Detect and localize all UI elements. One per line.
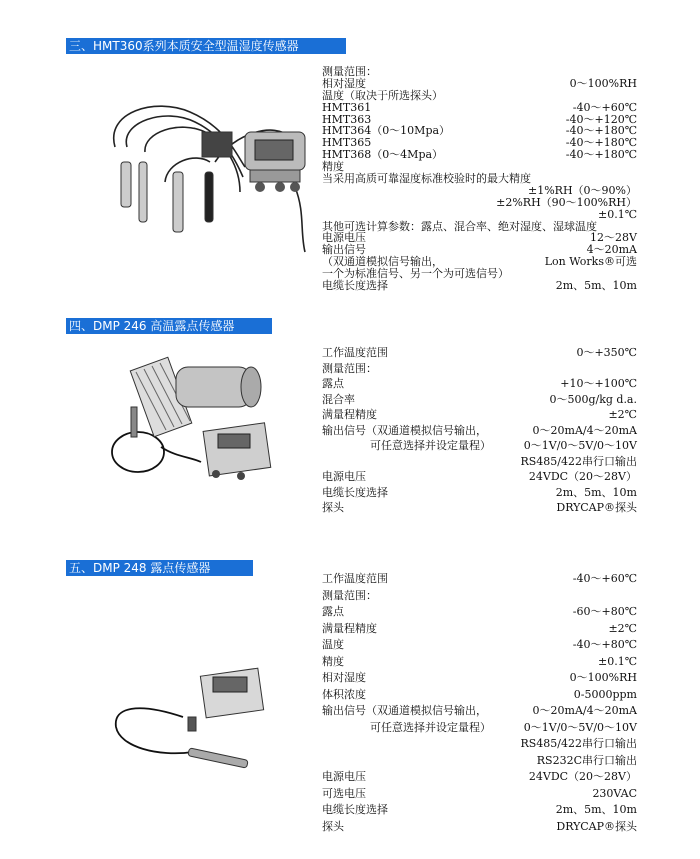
spec-label: 可选电压 (322, 786, 366, 800)
spec-label: 探头 (322, 819, 344, 833)
spec-label: 电源电压 (322, 770, 366, 783)
spec-row (322, 670, 637, 687)
spec-label: 可任意选择并设定量程） (370, 439, 491, 452)
spec-label: HMT365 (322, 136, 372, 150)
section-title-dmp246: 四、DMP 246 高温露点传感器 (66, 318, 272, 334)
spec-value: -40～+180℃ (565, 124, 637, 138)
spec-row (322, 485, 637, 501)
spec-value: -40～+180℃ (565, 148, 637, 162)
spec-row (322, 345, 637, 361)
spec-row (322, 78, 637, 90)
spec-row (322, 361, 637, 377)
dmp248-product-photo (108, 662, 273, 777)
spec-label: 体积浓度 (322, 687, 366, 701)
spec-value: 230VAC (592, 786, 637, 800)
spec-row (322, 197, 637, 209)
spec-label: 输出信号（双通道模拟信号输出， (322, 423, 487, 437)
spec-row (322, 753, 637, 770)
spec-label: 测量范围： (322, 65, 377, 78)
spec-value: Lon Works®可选 (544, 255, 637, 269)
spec-label: 露点 (322, 605, 344, 618)
spec-value: 0～20mA/4～20mA (532, 423, 637, 437)
spec-row (322, 703, 637, 720)
spec-row (322, 720, 637, 737)
spec-label: 电缆长度选择 (322, 803, 388, 816)
spec-label: 满量程精度 (322, 621, 377, 635)
spec-label: HMT364（0～10Mpa） (322, 124, 451, 138)
spec-row (322, 423, 637, 439)
spec-value: ±1%RH（0～90%） (528, 183, 637, 197)
spec-list-hmt360 (322, 66, 637, 292)
spec-row (322, 90, 637, 102)
section-title-dmp248: 五、DMP 248 露点传感器 (66, 560, 253, 576)
spec-row (322, 209, 637, 221)
spec-label: 温度 (322, 638, 344, 651)
spec-label: 其他可选计算参数：露点、混合率、绝对湿度、湿球温度 (322, 219, 597, 233)
spec-list-dmp246 (322, 345, 637, 516)
spec-label: 输出信号 (322, 243, 366, 257)
spec-row (322, 769, 637, 786)
spec-value: RS485/422串行口输出 (520, 737, 637, 750)
spec-row (322, 102, 637, 114)
spec-label: HMT361 (322, 100, 372, 114)
spec-value: -40～+120℃ (565, 112, 637, 126)
spec-value: ±0.1℃ (597, 654, 637, 668)
spec-label: 电源电压 (322, 231, 366, 245)
spec-label: 电缆长度选择 (322, 485, 388, 499)
spec-label: HMT363 (322, 112, 372, 126)
spec-label: HMT368（0～4Mpa） (322, 148, 444, 162)
spec-row (322, 392, 637, 408)
spec-label: 露点 (322, 377, 344, 390)
spec-value: 24VDC（20～28V） (528, 470, 637, 483)
spec-value: -40～+180℃ (565, 136, 637, 150)
spec-row (322, 687, 637, 704)
spec-value: ±2℃ (608, 621, 637, 635)
spec-value: -60～+80℃ (572, 605, 637, 618)
spec-value: 0～100%RH (569, 76, 637, 90)
spec-label: 测量范围： (322, 588, 377, 602)
spec-row (322, 819, 637, 836)
spec-label: 测量范围： (322, 361, 377, 375)
hmt360-product-photo (95, 92, 325, 257)
spec-label: 精度 (322, 160, 344, 174)
spec-row (322, 376, 637, 392)
spec-value: 0～100%RH (569, 671, 637, 684)
spec-label: 可任意选择并设定量程） (370, 720, 491, 734)
spec-row (322, 654, 637, 671)
spec-value: 2m、5m、10m (555, 279, 637, 293)
spec-value: DRYCAP®探头 (556, 501, 637, 514)
spec-value: -40～+60℃ (572, 572, 637, 585)
spec-label: 满量程精度 (322, 408, 377, 421)
spec-label: 相对湿度 (322, 671, 366, 684)
dmp246-product-photo (106, 352, 286, 487)
spec-row (322, 571, 637, 588)
spec-row (322, 621, 637, 638)
spec-label: 电源电压 (322, 470, 366, 483)
spec-value: 0～20mA/4～20mA (532, 704, 637, 717)
spec-row (322, 604, 637, 621)
spec-value: -40～+80℃ (572, 638, 637, 651)
spec-value: 0～1V/0～5V/0～10V (523, 720, 637, 734)
spec-value: ±0.1℃ (597, 207, 637, 221)
spec-row (322, 588, 637, 605)
spec-value: RS232C串行口输出 (536, 753, 637, 767)
spec-row (322, 280, 637, 292)
spec-value: 24VDC（20～28V） (528, 770, 637, 783)
spec-value: 2m、5m、10m (555, 485, 637, 499)
spec-value: ±2%RH（90～100%RH） (496, 195, 637, 209)
spec-label: 相对湿度 (322, 76, 366, 90)
spec-value: 0～1V/0～5V/0～10V (523, 439, 637, 452)
spec-row (322, 454, 637, 470)
spec-row (322, 185, 637, 197)
spec-value: -40～+60℃ (572, 100, 637, 114)
spec-row (322, 786, 637, 803)
spec-label: 探头 (322, 501, 344, 514)
spec-label: 当采用高质可靠湿度标准校验时的最大精度 (322, 172, 531, 186)
spec-row (322, 736, 637, 753)
spec-label: 工作温度范围 (322, 572, 388, 585)
spec-label: 温度（取决于所选探头） (322, 88, 443, 102)
spec-value: ±2℃ (608, 408, 637, 421)
spec-label: 混合率 (322, 392, 355, 406)
spec-label: （双通道模拟信号输出， (322, 255, 443, 269)
spec-value: +10～+100℃ (560, 377, 637, 390)
spec-row (322, 637, 637, 654)
section-title-hmt360: 三、HMT360系列本质安全型温湿度传感器 (66, 38, 346, 54)
spec-value: RS485/422串行口输出 (520, 454, 637, 468)
spec-label: 一个为标准信号、另一个为可选信号） (322, 267, 509, 281)
spec-value: 2m、5m、10m (555, 803, 637, 816)
spec-row (322, 500, 637, 516)
spec-value: 0～+350℃ (576, 346, 637, 359)
spec-value: DRYCAP®探头 (556, 819, 637, 833)
spec-value: 0～500g/kg d.a. (549, 392, 637, 406)
spec-label: 输出信号（双通道模拟信号输出， (322, 704, 487, 717)
spec-label: 工作温度范围 (322, 346, 388, 359)
spec-value: 12～28V (590, 231, 637, 245)
spec-label: 精度 (322, 654, 344, 668)
spec-row (322, 469, 637, 485)
spec-row (322, 802, 637, 819)
spec-row (322, 149, 637, 161)
spec-row (322, 438, 637, 454)
spec-value: 0-5000ppm (573, 687, 637, 701)
spec-label: 电缆长度选择 (322, 279, 388, 293)
spec-list-dmp248 (322, 571, 637, 835)
spec-row (322, 407, 637, 423)
spec-value: 4～20mA (586, 243, 637, 257)
